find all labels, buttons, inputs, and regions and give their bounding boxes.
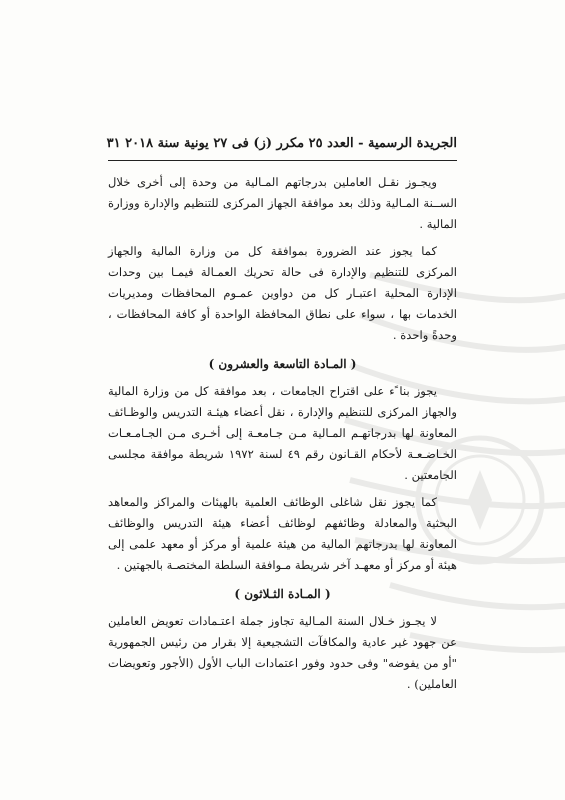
document-body <box>108 172 457 695</box>
article-30-title: ( المـادة الثـلاثون ) <box>234 587 331 601</box>
header-divider <box>108 160 457 161</box>
paragraph-research-centers-transfer: كما يجوز نقل شاغلى الوظائف العلمية بالهيئات والمراكز والمعاهد البحثية والمعادلة وظائفهم لوظائف أعضاء هيئة التدريس والوظائف المعاونة لها بدرجاتهم المالية من هيئة علمية أو مركز أو معهد علمى إلى هيئة أو مركز أو معهـد آخر شريطة مـوافقة السلطة المختصـة بالجهتين . <box>108 495 457 572</box>
paragraph-university-transfer: يجوز بنا ًء على اقتراح الجامعات ، بعد موافقة كل من وزارة المالية والجهاز المركزى للتنظيم والإدارة ، نقل أعضاء هيئـة التدريس والوظـائف المعاونة لها بدرجاتهـم المـالية مـن جـامعـة إلى أخـرى مـن الجـامـعـات الخـاضـعـة لأحكام القـانون رقم ٤٩ لسنة ١٩٧٢ شريطة موافقة مجلسى الجامعتين . <box>108 384 457 482</box>
gazette-header: الجريدة الرسمية - العدد ٢٥ مكرر (ز) فى ٢٧ يونية سنة ٢٠١٨ ٣١ <box>106 136 457 151</box>
paragraph-governorates-transfer: كما يجوز عند الضرورة بموافقة كل من وزارة المالية والجهاز المركزى للتنظيم والإدارة فى حالة تحريك العمـالة فيمـا بين وحدات الإدارة المحلية اعتبـار كل من دواوين عمـوم المحافظات ومديريات الخدمات بها ، سواء على نطاق المحافظة الواحدة أو كافة المحافظات ، وحدةً واحدة . <box>108 244 457 342</box>
paragraph-compensation-limit: لا يجـوز خـلال السنة المـالية تجاوز جملة اعتـمادات تعويض العاملين عن جهود غير عادية والمكافآت التشجيعية إلا بقرار من رئيس الجمهورية "أو من يفوضه" وفى حدود وفور اعتمادات الباب الأول (الأجور وتعويضات العاملين) . <box>108 614 457 691</box>
paragraph-transfer-between-units: ويجـوز نقـل العاملين بدرجاتهم المـالية من وحدة إلى أخرى خلال الســنة المـالية وذلك بعد موافقة الجهاز المركزى للتنظيم والإدارة ووزارة المالية . <box>108 175 457 231</box>
article-29-title: ( المـادة التاسعة والعشرون ) <box>208 357 357 371</box>
